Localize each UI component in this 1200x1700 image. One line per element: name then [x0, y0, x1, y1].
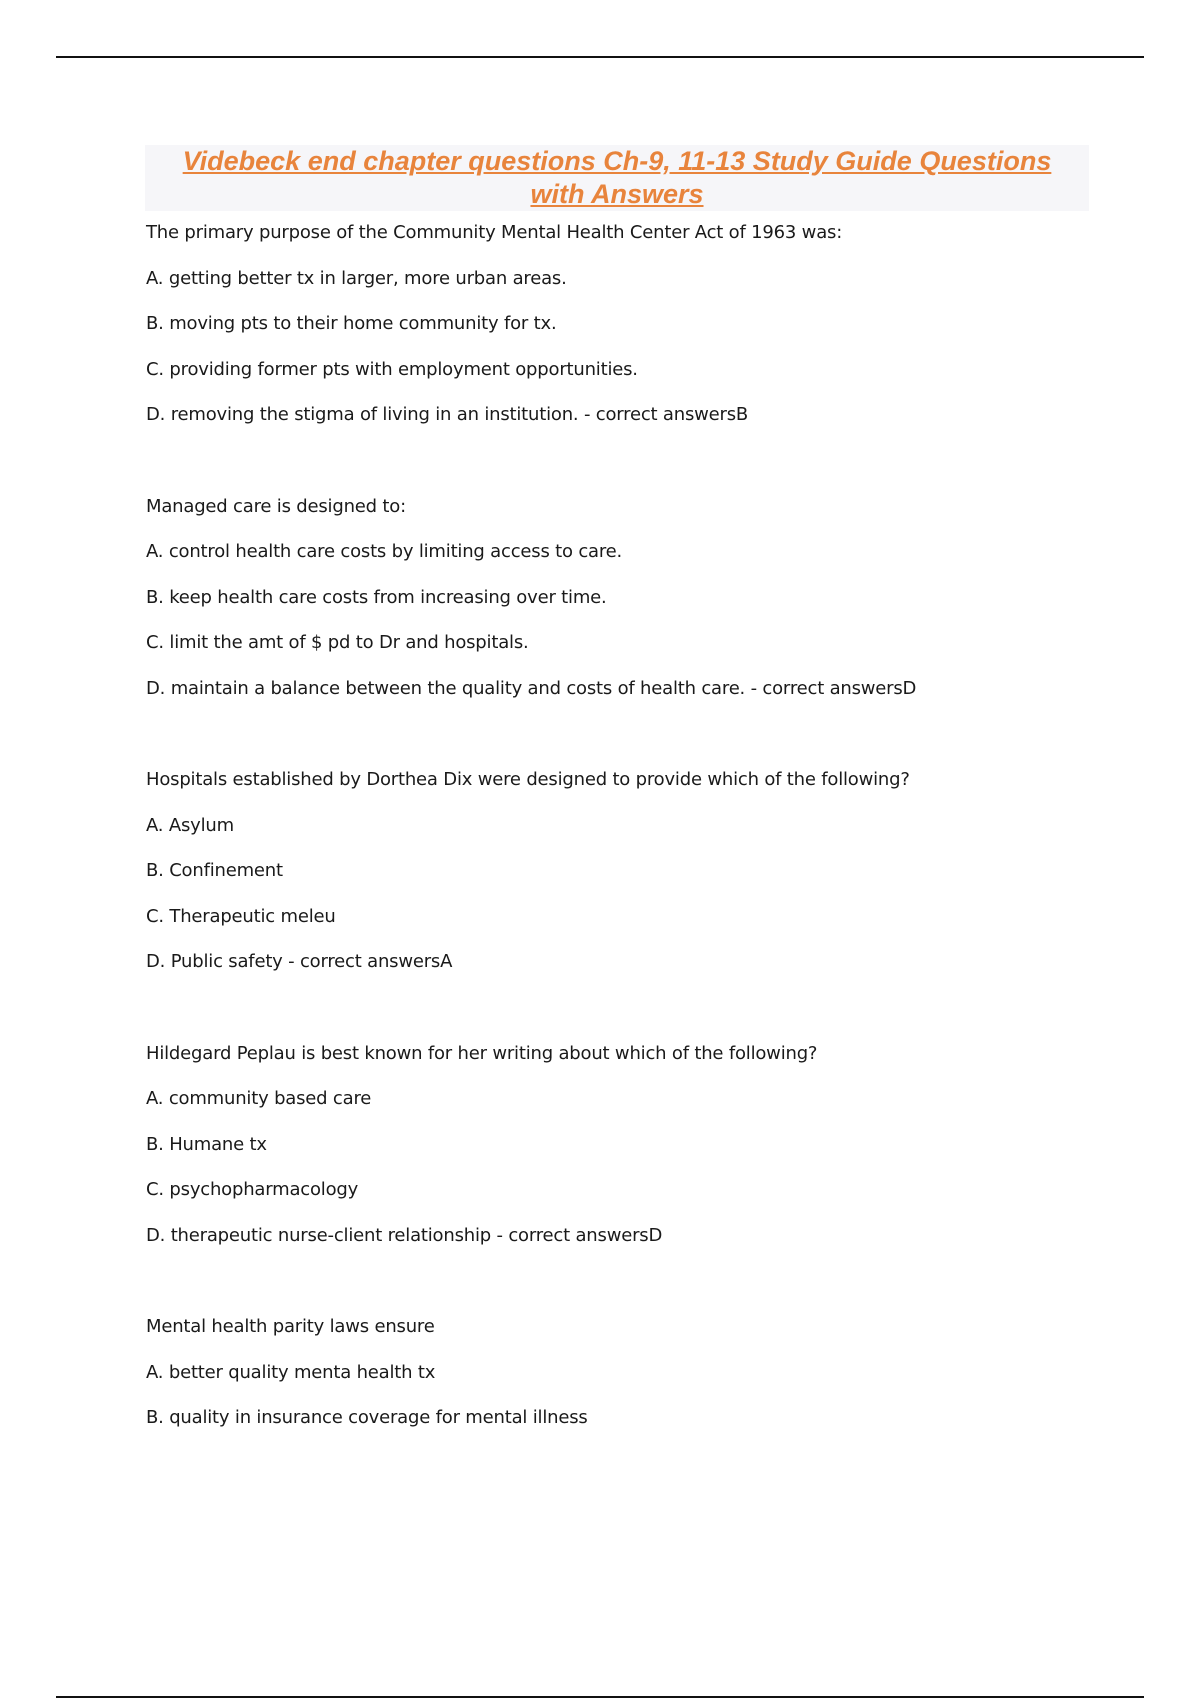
answer-option-c: C. providing former pts with employment opportunities. [146, 358, 638, 380]
document-title [145, 145, 1089, 211]
answer-option-d: D. removing the stigma of living in an institution. - correct answersB [146, 404, 749, 425]
question-stem: The primary purpose of the Community Mental Health Center Act of 1963 was: [146, 222, 843, 243]
answer-option-d: D. maintain a balance between the quality and costs of health care. - correct answersD [146, 677, 917, 699]
question-4 [146, 1031, 1096, 1259]
answer-option-c: C. psychopharmacology [146, 1179, 359, 1200]
title-line-1: Videbeck end chapter questions Ch-9, 11-13 Study Guide Questions [182, 146, 1052, 176]
top-rule [56, 56, 1144, 58]
answer-option-a: A. better quality menta health tx [146, 1361, 436, 1383]
answer-option-a: A. community based care [146, 1088, 372, 1109]
question-1 [146, 210, 1096, 438]
question-stem: Hospitals established by Dorthea Dix were designed to provide which of the following? [146, 769, 910, 790]
question-3 [146, 757, 1096, 985]
title-line-2: with Answers [530, 179, 704, 209]
answer-option-a: A. Asylum [146, 814, 234, 836]
bottom-rule [56, 1696, 1144, 1698]
answer-option-d: D. Public safety - correct answersA [146, 951, 453, 972]
answer-option-d: D. therapeutic nurse-client relationship - correct answersD [146, 1224, 663, 1246]
answer-option-b: B. keep health care costs from increasing over time. [146, 586, 607, 608]
answer-option-b: B. Confinement [146, 860, 283, 881]
answer-option-c: C. Therapeutic meleu [146, 905, 336, 927]
question-list [146, 210, 1096, 1441]
answer-option-b: B. quality in insurance coverage for mental illness [146, 1407, 588, 1428]
question-2 [146, 484, 1096, 712]
answer-option-b: B. moving pts to their home community for tx. [146, 313, 557, 334]
answer-option-a: A. getting better tx in larger, more urban areas. [146, 267, 567, 289]
answer-option-a: A. control health care costs by limiting access to care. [146, 541, 623, 562]
question-stem: Mental health parity laws ensure [146, 1316, 435, 1337]
question-stem: Hildegard Peplau is best known for her writing about which of the following? [146, 1042, 818, 1064]
question-5 [146, 1304, 1096, 1441]
answer-option-b: B. Humane tx [146, 1133, 267, 1155]
answer-option-c: C. limit the amt of $ pd to Dr and hospitals. [146, 632, 529, 653]
question-stem: Managed care is designed to: [146, 495, 406, 517]
